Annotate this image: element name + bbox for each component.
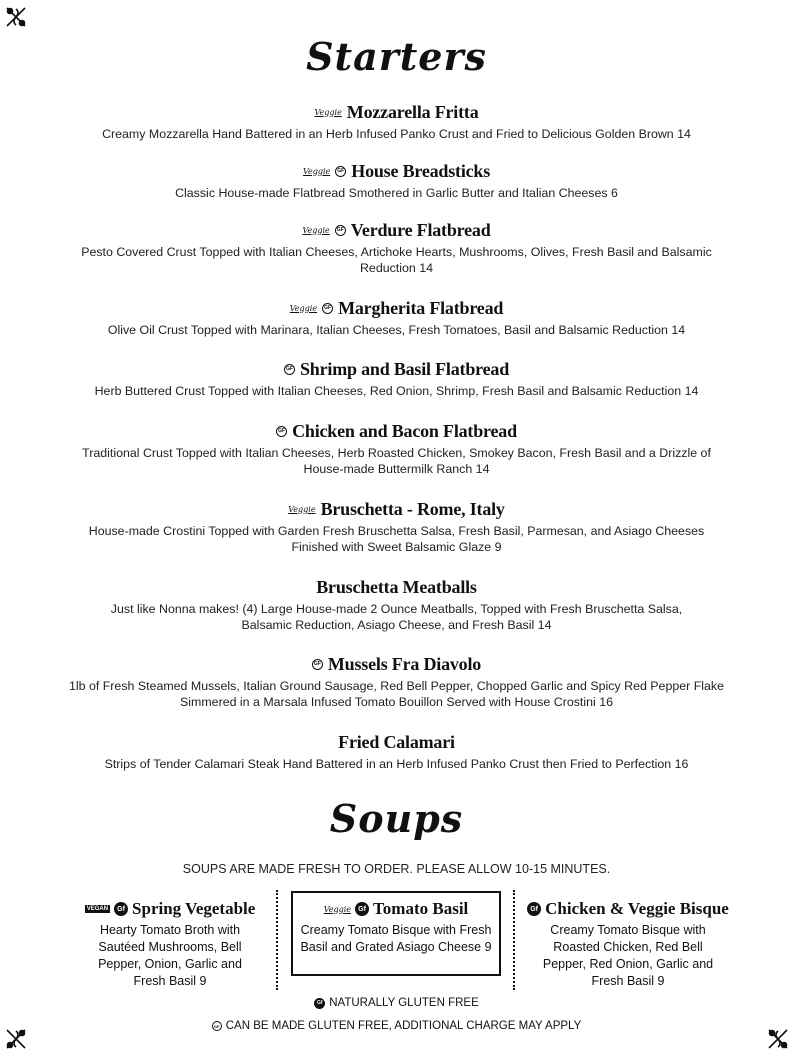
soup-item: [525, 897, 731, 990]
item-description: Traditional Crust Topped with Italian Cheeses, Herb Roasted Chicken, Smokey Bacon, Fresh Basil and a Drizzle of House-made Buttermilk Ranch 14: [82, 446, 711, 476]
veggie-label-icon: Veggie: [314, 107, 342, 117]
gf-circle-icon: GF: [276, 426, 287, 437]
legend-naturally-gf: [0, 997, 793, 1009]
menu-item: [60, 296, 733, 338]
item-description: Strips of Tender Calamari Steak Hand Battered in an Herb Infused Panko Crust then Fried to Perfection 16: [104, 757, 689, 771]
gf-circle-icon: GF: [335, 225, 346, 236]
item-description: Olive Oil Crust Topped with Marinara, Italian Cheeses, Fresh Tomatoes, Basil and Balsamic Reduction 14: [107, 323, 686, 337]
item-name: Mussels Fra Diavolo: [327, 653, 482, 674]
legend-text: CAN BE MADE GLUTEN FREE, ADDITIONAL CHARGE MAY APPLY: [225, 1020, 582, 1032]
menu-item: [60, 652, 733, 710]
soup-item: [72, 897, 268, 990]
item-name: Shrimp and Basil Flatbread: [299, 358, 510, 379]
veggie-label-icon: Veggie: [302, 225, 330, 235]
item-name: Fried Calamari: [338, 731, 455, 752]
soup-description: Hearty Tomato Broth with Sautéed Mushrooms, Bell Pepper, Onion, Garlic and Fresh Basil 9: [98, 923, 242, 988]
soups-note: SOUPS ARE MADE FRESH TO ORDER. PLEASE ALLOW 10-15 MINUTES.: [182, 862, 611, 876]
item-description: Herb Buttered Crust Topped with Italian Cheeses, Red Onion, Shrimp, Fresh Basil and Balsamic Reduction 14: [94, 384, 699, 398]
item-description: Pesto Covered Crust Topped with Italian Cheeses, Artichoke Hearts, Mushrooms, Olives, Fresh Basil and Balsamic Reduction 14: [81, 245, 712, 275]
gf-circle-icon: GF: [335, 166, 346, 177]
item-description: Creamy Mozzarella Hand Battered in an Herb Infused Panko Crust and Fried to Delicious Golden Brown 14: [102, 127, 691, 141]
veggie-label-icon: Veggie: [289, 303, 318, 313]
item-description: House-made Crostini Topped with Garden Fresh Bruschetta Salsa, Fresh Basil, Parmesan, and Asiago Cheeses Finished with Sweet Balsamic Glaze 9: [88, 524, 705, 554]
item-name: Bruschetta Meatballs: [316, 576, 477, 597]
gf-solid-icon: Gf: [314, 998, 325, 1009]
item-name: House Breadsticks: [351, 160, 491, 181]
menu-item: [60, 497, 733, 555]
veggie-label-icon: Veggie: [288, 504, 316, 514]
gf-solid-icon: Gf: [114, 902, 128, 916]
soup-description: Creamy Tomato Bisque with Fresh Basil and Grated Asiago Cheese 9: [300, 923, 492, 954]
item-name: Bruschetta - Rome, Italy: [320, 498, 505, 519]
soups-title: Soups: [329, 796, 464, 841]
item-name: Chicken and Bacon Flatbread: [292, 420, 517, 441]
gf-solid-icon: Gf: [527, 902, 541, 916]
menu-item: [60, 218, 733, 276]
menu-item: [60, 159, 733, 201]
item-name: Mozzarella Fritta: [346, 101, 479, 122]
gf-circle-icon: GF: [284, 364, 295, 375]
menu-item: [60, 357, 733, 399]
gf-solid-icon: Gf: [355, 902, 369, 916]
item-name: Margherita Flatbread: [338, 297, 504, 318]
gf-circle-icon: GF: [322, 303, 333, 314]
item-description: Just like Nonna makes! (4) Large House-made 2 Ounce Meatballs, Topped with Fresh Bruschetta Salsa, Balsamic Reduction, Asiago Cheese, and Fresh Basil 14: [110, 602, 683, 632]
divider: [513, 890, 515, 990]
divider: [276, 890, 278, 990]
menu-item: [60, 419, 733, 477]
soup-item: [296, 897, 496, 956]
soup-name: Tomato Basil: [373, 899, 469, 918]
menu-item: [60, 575, 733, 633]
gf-circle-icon: GF: [212, 1021, 222, 1031]
soup-description: Creamy Tomato Bisque with Roasted Chicken, Red Bell Pepper, Red Onion, Garlic and Fresh Basil 9: [542, 923, 714, 988]
floral-ornament-icon: [4, 5, 28, 29]
veggie-label-icon: Veggie: [323, 904, 352, 914]
soup-name: Spring Vegetable: [132, 899, 256, 918]
vegan-label-icon: VEGAN: [86, 906, 109, 912]
item-description: 1lb of Fresh Steamed Mussels, Italian Ground Sausage, Red Bell Pepper, Chopped Garlic and Spicy Red Pepper Flake Simmered in a Marsala Infused Tomato Bouillon Served with House Crostini 16: [68, 679, 724, 709]
legend-text: NATURALLY GLUTEN FREE: [329, 997, 479, 1009]
menu-item: [60, 730, 733, 772]
item-description: Classic House-made Flatbread Smothered in Garlic Butter and Italian Cheeses 6: [175, 186, 618, 200]
item-name: Verdure Flatbread: [350, 219, 491, 240]
starters-title: Starters: [306, 34, 487, 79]
menu-item: [60, 100, 733, 142]
gf-circle-icon: GF: [312, 659, 323, 670]
veggie-label-icon: Veggie: [302, 166, 331, 176]
soup-name: Chicken & Veggie Bisque: [545, 899, 729, 918]
legend-can-be-gf: [0, 1020, 793, 1032]
